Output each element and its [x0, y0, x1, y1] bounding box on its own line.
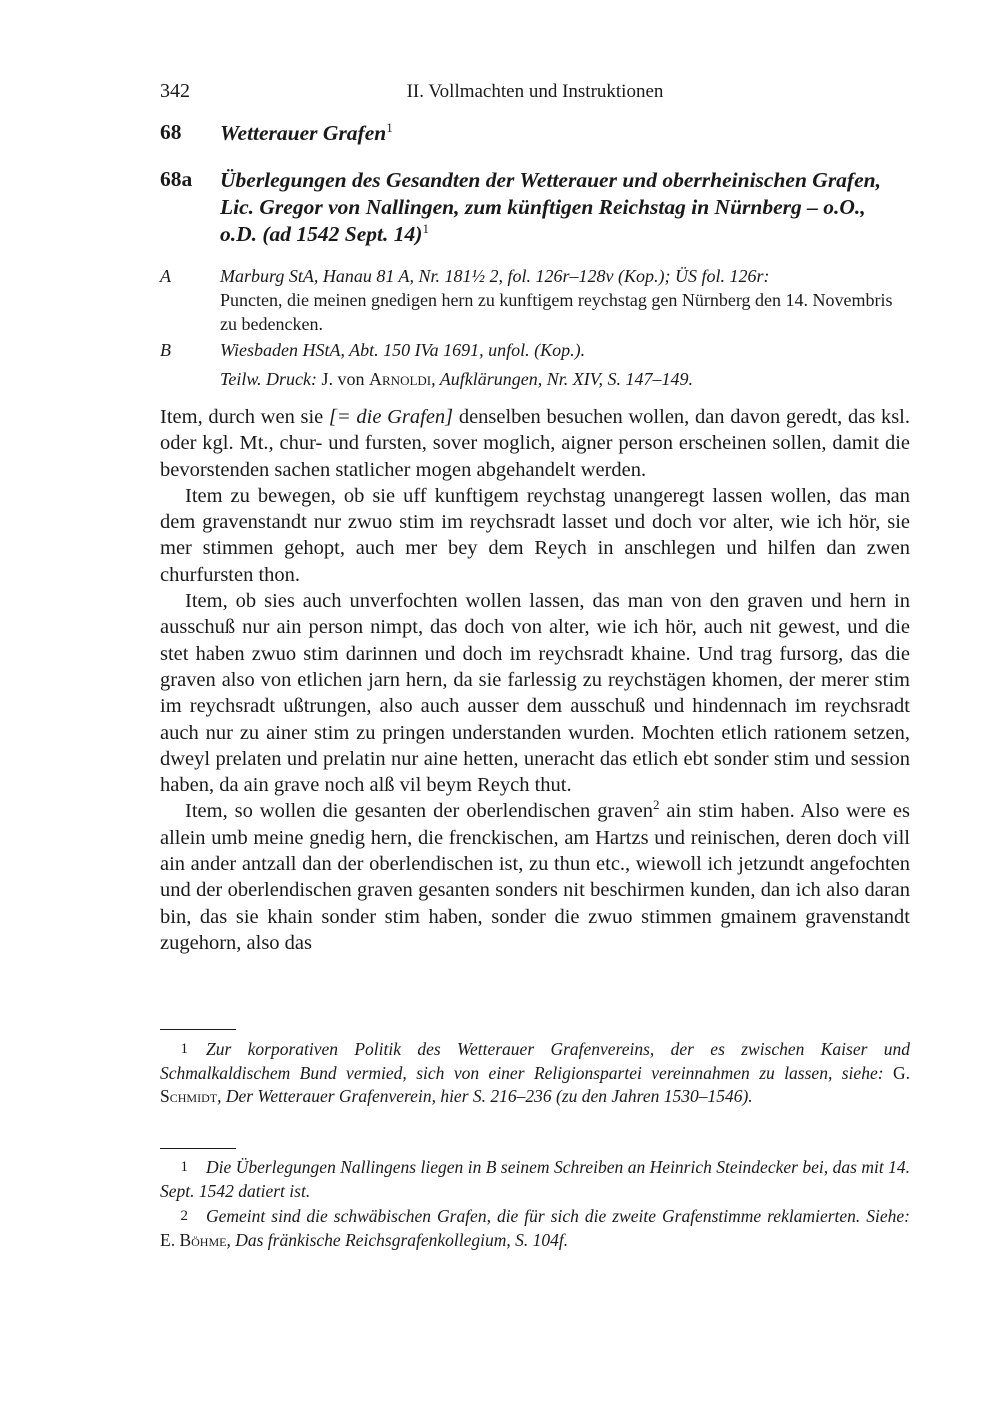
footnote-ref: 1	[386, 119, 393, 135]
source-sigil: B	[160, 340, 171, 360]
source-sigil: A	[160, 266, 171, 286]
footnote: 1 Zur korporativen Politik des Wetterauer Grafenvereins, der es zwischen Kaiser und Schmalkaldischem Bund vermied, sich von einer Religionspartei vereinnahmen zu lassen, siehe: G. Schmidt, Der Wetterauer Grafenverein, hier S. 216–236 (zu den Jahren 1530–1546).	[160, 1039, 910, 1106]
editorial-insert: [= die Grafen]	[328, 406, 454, 428]
print-label: Teilw. Druck:	[220, 369, 317, 389]
print-author-name: Arnoldi	[369, 369, 432, 389]
source-quote: Puncten, die meinen gnedigen hern zu kunftigem reychstag gen Nürnberg den 14. Novembris zu bedencken.	[220, 290, 893, 334]
footnote-number: 1	[180, 1041, 188, 1057]
page-number: 342	[160, 80, 190, 102]
footnote: 1 Die Überlegungen Nallingens liegen in B seinem Schreiben an Heinrich Steindecker bei, das mit 14. Sept. 1542 datiert ist.	[160, 1157, 910, 1201]
running-head	[160, 80, 910, 106]
paragraph: Item, ob sies auch unverfochten wollen lassen, das man von den graven und hern in ausschuß nur ain person nimpt, das doch von alter, wie ich hör, auch nit gewest, und die stet haben zwuo stim darinnen und doch im reychsradt khaine. Und trag fursorg, das die graven also von etlichen jarn hern, da sie farlessig zu reychstägen khomen, der merer stim im reychsradt ußtrungen, also auch ausser dem ausschuß und hindennach im reychsradt auch nur zu ainer stim zu pringen understanden wurden. Mochten etlich rationem setzen, dweyl prelaten und prelatin nur aine hetten, uneracht das etlich ebt sonder stim und session haben, da ain grave noch alß vil beym Reych thut.	[160, 590, 910, 797]
source-reference: Wiesbaden HStA, Abt. 150 IVa 1691, unfol. (Kop.).	[220, 340, 586, 360]
main-text	[160, 404, 910, 956]
print-work: , Aufklärungen, Nr. XIV, S. 147–149.	[431, 369, 693, 389]
footnote-number: 2	[180, 1208, 188, 1224]
section-title: Wetterauer Grafen$^1$	[220, 119, 393, 145]
section-title: Überlegungen des Gesandten der Wetterauer und oberrheinischen Grafen, Lic. Gregor von Nallingen, zum künftigen Reichstag in Nürnberg – o.O., o.D. (ad 1542 Sept. 14)$^1$	[220, 168, 881, 246]
footnote-number: 1	[180, 1159, 188, 1175]
paragraph: Item, durch wen sie [= die Grafen] denselben besuchen wollen, dan davon geredt, das ksl. oder kgl. Mt., chur- und fursten, sover moglich, aigner person erscheinen sollen, damit die bevorstenden sachen statlicher mogen abgehandelt werden.	[160, 406, 910, 481]
footnote: 2 Gemeint sind die schwäbischen Grafen, die für sich die zweite Grafenstimme reklamierten. Siehe: E. Böhme, Das fränkische Reichsgrafenkollegium, S. 104f.	[160, 1206, 910, 1250]
footnote-rule	[160, 1148, 236, 1149]
running-title: II. Vollmachten und Instruktionen	[406, 81, 664, 102]
footnote-ref: 1	[422, 220, 429, 236]
footnote-ref: 2	[653, 797, 660, 813]
paragraph: Item zu bewegen, ob sie uff kunftigem reychstag unangeregt lassen wollen, das man dem gravenstandt nur zwuo stim im reychsradt lasset und doch vor alter, wie ich hör, sie mer stimmen gehopt, auch mer bey dem Reych in anschlegen und hilfen dan zwen churfursten thon.	[160, 484, 910, 586]
footnote-rule	[160, 1029, 236, 1030]
print-author-initial: J. von	[321, 369, 365, 389]
section-number: 68a	[160, 167, 193, 191]
section-number: 68	[160, 120, 182, 144]
paragraph: Item, so wollen die gesanten der oberlendischen graven$^2$ ain stim haben. Also were es allein umb meine gnedig hern, die frenckischen, am Hartzs und reinischen, deren doch vill ain ander antzall dan der oberlendischen ist, zu thun etc., wiewoll ich jetzundt angefochten und der oberlendischen graven gesanten sonders nit beschirmen kunden, dan ich also daran bin, das sie khain sonder stim haben, sonder die zwuo stimmen gmainem gravenstandt zugehorn, also das	[160, 797, 910, 954]
source-reference: Marburg StA, Hanau 81 A, Nr. 181½ 2, fol. 126r–128v (Kop.); ÜS fol. 126r:	[220, 266, 770, 286]
